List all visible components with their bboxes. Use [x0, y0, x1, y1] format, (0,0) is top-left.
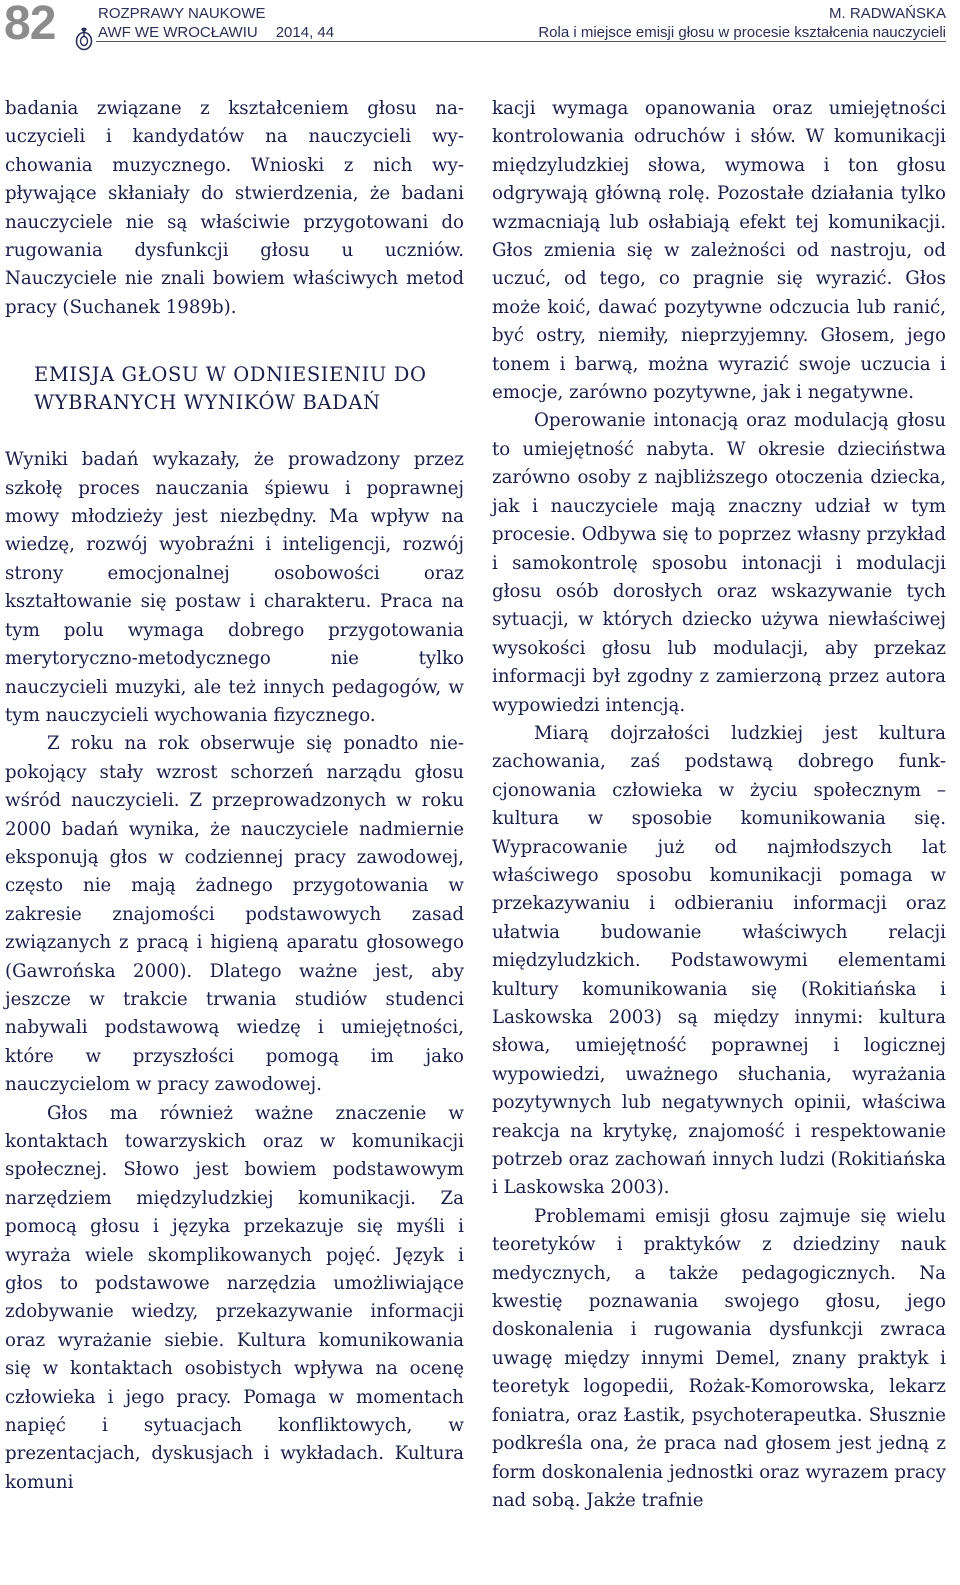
- running-head-author: M. RADWAŃSKA: [829, 5, 946, 22]
- page-header: [0, 0, 960, 55]
- paragraph: badania związane z kształceniem głosu nauczycieli i kandydatów na nauczycieli wychowania muzycznego. Wnioski z nich wypływające skłaniały do stwierdzenia, że badani nauczyciele nie są właściwie przygotowani do rugowania dysfunkcji głosu u uczniów. Nauczyciele nie znali bowiem właściwych metod pracy (Suchanek 1989b).: [5, 98, 464, 318]
- running-head-title: Rola i miejsce emisji głosu w procesie kształcenia nauczycieli: [538, 24, 946, 41]
- issue-number: 2014, 44: [275, 24, 335, 41]
- header-rule: [96, 41, 946, 42]
- paragraph: Głos ma również ważne znaczenie w kontaktach towarzyskich oraz w komunikacji społecznej. Słowo jest bowiem podstawowym narzędziem międzyludzkiej komunikacji. Za pomocą głosu i języka przekazuje się myśli i wyraża wiele skomplikowanych pojęć. Język i głos to podstawowe narzędzia umożliwiające zdobywanie wiedzy, przekazywanie informacji oraz wyrażanie siebie. Kultura komunikowania się w kontaktach osobistych wpływa na ocenę człowieka i jego pracy. Pomaga w momentach napięć i sytuacjach konfliktowych, w prezentacjach, dyskusjach i wykładach. Kultura komuni: [5, 1102, 464, 1493]
- journal-line-2: AWF WE WROCŁAWIU: [98, 24, 258, 41]
- right-column: [492, 95, 946, 1585]
- journal-name: [98, 4, 334, 42]
- paragraph: Z roku na rok obserwuje się ponadto niepokojący stały wzrost schorzeń narządu głosu wśród nauczycieli. Z przeprowadzonych w roku 2000 badań wynika, że nauczyciele nadmiernie eksponują głos w codziennej pracy zawodowej, często nie mają żadnego przygotowania w zakresie znajomości podstawowych zasad związanych z pracą i higieną aparatu głosowego (Gawrońska 2000). Dlatego ważne jest, aby jeszcze w trakcie trwania studiów studenci nabywali podstawową wiedzę i umiejętności, które w przyszłości pomogą im jako nauczycielom w pracy zawodowej.: [5, 733, 464, 1096]
- paragraph: Wyniki badań wykazały, że prowadzony przez szkołę proces nauczania śpiewu i poprawnej mowy młodzieży jest niezbędny. Ma wpływ na wiedzę, rozwój wyobraźni i inteligencji, rozwój strony emocjonalnej osobowości oraz kształtowanie się postaw i charakteru. Praca na tym polu wymaga dobrego przygotowania merytoryczno-metodycznego nie tylko nauczycieli muzyki, ale też innych pedagogów, w tym nauczycieli wychowania fizycznego.: [5, 449, 464, 726]
- left-column: [5, 95, 464, 1585]
- paragraph: kacji wymaga opanowania oraz umiejętności kontrolowania odruchów i słów. W komunikacji międzyludzkiej słowa, wymowa i ton głosu odgrywają główną rolę. Pozostałe działania tylko wzmacniają lub osłabiają efekt tej komunikacji. Głos zmienia się w zależności od nastroju, od uczuć, od tego, co pragnie się wyrazić. Głos może koić, dawać pozytywne odczucia lub ranić, być ostry, niemiły, nieprzyjemny. Głosem, jego tonem i barwą, można wyrazić swoje uczucia i emocje, zarówno pozytywne, jak i negatywne.: [492, 98, 946, 404]
- page-number: 82: [4, 0, 56, 50]
- running-head: [538, 4, 946, 42]
- journal-logo-icon: [74, 26, 94, 52]
- paragraph: Operowanie intonacją oraz modulacją głosu to umiejętność nabyta. W okresie dzieciństwa zarówno osoby z najbliższego otoczenia dziecka, jak i nauczyciele mają znaczny udział w tym procesie. Odbywa się to poprzez własny przykład i samokontrolę sposobu intonacji i modulacji głosu osób dorosłych oraz wskazywanie tych sytuacji, w których dziecko używa niewłaściwej wysokości głosu lub modulacji, aby przekaz informacji był zgodny z zamierzoną przez autora wypowiedzi intencją.: [492, 410, 946, 716]
- section-heading: EMISJA GŁOSU W ODNIESIENIU DO WYBRANYCH WYNIKÓW BADAŃ: [34, 363, 427, 415]
- journal-line-1: ROZPRAWY NAUKOWE: [98, 5, 266, 22]
- paragraph: Problemami emisji głosu zajmuje się wielu teoretyków i praktyków z dziedziny nauk medycznych, a także pedagogicznych. Na kwestię poznawania swojego głosu, jego doskonalenia i rugowania dysfunkcji zwraca uwagę między innymi Demel, znany praktyk i teoretyk logopedii, Rożak-Komorowska, lekarz foniatra, oraz Łastik, psychoterapeutka. Słusznie podkreśla ona, że praca nad głosem jest jedną z form doskonalenia jednostki oraz wyrazem pracy nad sobą. Jakże trafnie: [492, 1205, 946, 1511]
- paragraph: Miarą dojrzałości ludzkiej jest kultura zachowania, zaś podstawą dobrego funkcjonowania człowieka w życiu społecznym – kultura w sposobie komunikowania się. Wypracowanie już od najmłodszych lat właściwego sposobu komunikacji pomaga w przekazywaniu i odbieraniu informacji oraz ułatwia budowanie właściwych relacji międzyludzkich. Podstawowymi elementami kultury komunikowania się (Rokitiańska i Laskowska 2003) są między innymi: kultura słowa, umiejętność poprawnej i logicznej wypowiedzi, uważnego słuchania, wyrażania pozytywnych lub negatywnych opinii, właściwa reakcja na krytykę, znajomość i respektowanie potrzeb oraz zachowań innych ludzi (Rokitiańska i Laskowska 2003).: [492, 722, 946, 1199]
